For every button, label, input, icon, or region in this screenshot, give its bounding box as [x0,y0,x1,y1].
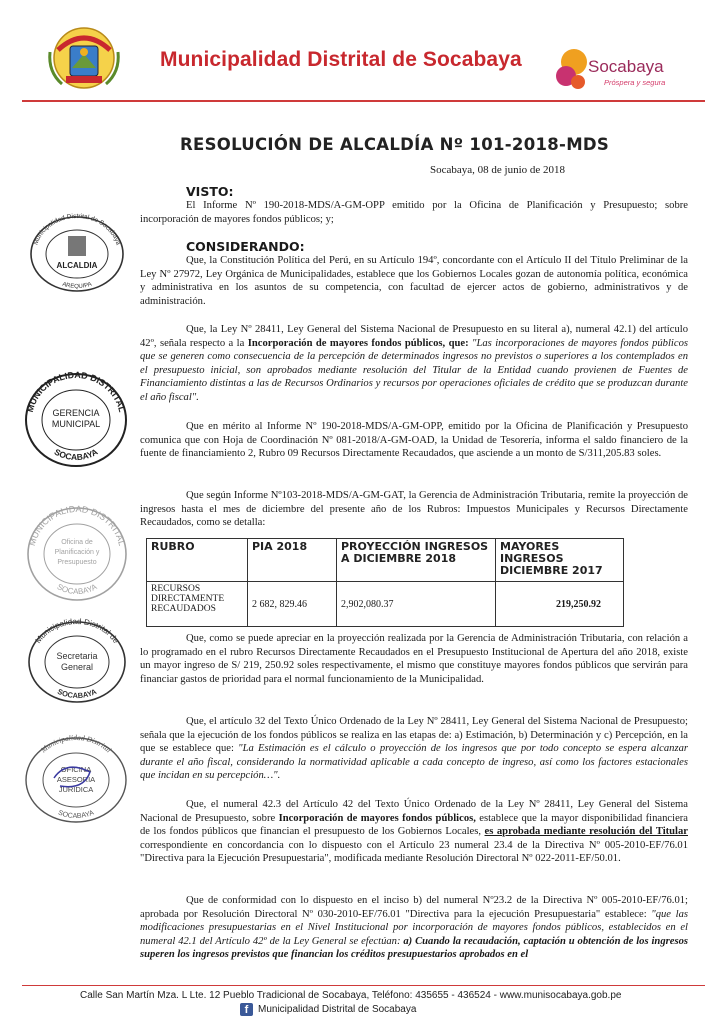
stamp-text: SOCABAYA [56,686,98,701]
considerando-paragraph-6 [140,715,688,783]
income-projection-table [146,538,624,627]
considerando-paragraph-5: Que, como se puede apreciar en la proyección realizada por la Gerencia de Administración Tributaria, con relación a lo programado en el rubro Recursos Directamente Recaudados en el Presupuesto Institucional de Apertura del año 2018, existe un mayor ingreso de S/ 219, 250.92 soles respectivamente, el mismo que constituye mayores fondos públicos que servirán para financiar gastos de prioridad para el normal funcionamiento de la Municipalidad. [140,633,688,685]
stamp-secretaria-general [24,616,130,704]
stamp-text: Secretaria [56,651,98,661]
p2-bold: Incorporación de mayores fondos públicos, que: [247,337,473,349]
stamp-text: Oficina de [61,539,93,546]
p2-quote: "Las incorporaciones de mayores fondos públicos que se generen como consecuencia de la percepción de determinados ingresos no previstos o superiores a los contemplados en el presupuesto inicial, son aprobados mediante resolución del Titular de la Entidad cuando provienen de Fuentes de Financiamiento distintas a las de Recursos Ordinarios y recursos por operaciones oficiales de crédito que se produzcan durante el año fiscal". [140,337,688,403]
stamp-text: MUNICIPAL [51,419,101,429]
table-header-cell: RUBRO [147,539,248,582]
stamp-text: General [60,662,94,672]
p6-text: Que, el artículo 32 del Texto Único Ordenado de la Ley Nº 28411, Ley General del Sistema Nacional de Presupuesto; señala que la ejecución de los fondos públicos se realiza en las etapas de: a) Estimación, b) Determinación y c) Percepción, en la que se establece que: [140,716,688,755]
p8-text: Que de conformidad con lo dispuesto en el inciso b) del numeral Nº23.2 de la Directiva Nº 005-2010-EF/76.01; aprobada por Resolución Directoral Nº 030-2010-EF/76.01 "Directiva para la ejecución Presupuestaria" establece: [140,895,688,920]
footer-facebook: Municipalidad Distrital de Socabaya [258,1004,417,1015]
table-cell: 219,250.92 [496,582,624,627]
stamp-text: MUNICIPALIDAD DISTRITAL [26,503,128,547]
stamp-text: Planificación y [54,549,100,556]
table-header-cell: MAYORES INGRESOS DICIEMBRE 2017 [496,539,624,582]
brand-name: Socabaya [588,57,664,76]
table-header-cell: PIA 2018 [248,539,337,582]
stamp-text: ALCALDIA [56,261,98,270]
p7-text-3: correspondiente en concordancia con lo dispuesto con el Artículo 23 numeral 23.4 de la Directiva Nº 005-2010-EF/76.01 "Directiva para la Ejecución Presupuestaria", modificada mediante Resolución Directoral Nº 022-2011-EF/50.01. [140,839,688,865]
table-cell: 2 682, 829.46 [248,582,337,627]
stamp-planificacion [22,502,132,602]
considerando-paragraph-8 [140,894,688,962]
facebook-icon: f [240,1003,253,1016]
svg-text:SOCABAYA [56,687,98,700]
table-cell: 2,902,080.37 [337,582,496,627]
stamp-text: SOCABAYA [55,582,99,597]
p2-text: Que, la Ley Nº 28411, Ley General del Sistema Nacional de Presupuesto en su literal a), numeral 42.1) del artículo 42º, señala respecto a la [140,324,688,349]
svg-text:Municipalidad Distrital de [33,617,120,646]
considerando-paragraph-4: Que según Informe Nº103-2018-MDS/A-GM-GAT, la Gerencia de Administración Tributaria, remite la proyección de ingresos hasta el mes de diciembre del presente año de los Rubros: Impuestos Municipales y Recursos Directamente Recaudados, como se detalla: [140,490,688,529]
considerando-paragraph-1: Que, la Constitución Política del Perú, en su Artículo 194º, concordante con el Artículo II del Título Preliminar de la Ley Nº 27972, Ley Orgánica de Municipalidades, establece que los Gobiernos Locales gozan de autonomía política, económica y administrativa en los asuntos de su competencia, con facultad de ejercer actos de gobierno, administrativos y de administración. [140,255,688,307]
stamp-asesoria-juridica [20,732,132,824]
considerando-paragraph-7 [140,798,688,866]
resolution-date: Socabaya, 08 de junio de 2018 [430,164,566,176]
p8-quote: "que las modificaciones presupuestarias en el Nivel Institucional por incorporación de mayores fondos públicos, establecidos en el numeral 42.1 del Artículo 42º de la Ley General se efectúan: [140,908,688,947]
stamp-text: SOCABAYA [52,446,100,463]
footer-divider [22,985,705,986]
resolution-title: RESOLUCIÓN DE ALCALDÍA Nº 101-2018-MDS [180,135,610,154]
municipal-crest-logo [44,22,124,94]
svg-text:Municipalidad Distrital [38,733,113,755]
stamp-text: AREQUIPA [61,281,93,291]
table-header-row [147,539,624,582]
svg-text:SOCABAYA [57,809,95,820]
brand-tagline: Próspera y segura [604,78,666,87]
considerando-paragraph-3: Que en mérito al Informe Nº 190-2018-MDS/A-GM-OPP, emitido por la Oficina de Planificación y Presupuesto comunica que con Hoja de Coordinación Nº 081-2018/A-GM-OAD, la Unidad de Tesorería, informa el saldo financiero de la fuente de financiamiento 2, Rubro 09 Recursos Directamente Recaudados, que asciende a un monto de S/311,205.83 soles. [140,421,688,460]
stamp-text: Municipalidad Distrital [38,732,114,755]
header-divider [22,100,705,102]
p7-bold: Incorporación de mayores fondos públicos, [278,812,476,824]
table-header-cell: PROYECCIÓN INGRESOS A DICIEMBRE 2018 [337,539,496,582]
stamp-gerencia-municipal [20,368,132,468]
considerando-heading: CONSIDERANDO: [186,239,305,254]
stamp-text: Municipalidad Distrital de [33,616,121,646]
stamp-text: GERENCIA [52,408,100,418]
visto-heading: VISTO: [186,184,234,199]
p8-quote-bold: a) Cuando la recaudación, captación u obtención de los ingresos superen los ingresos previstos que financian los créditos presupuestarios aprobados en el [140,935,688,961]
svg-text:AREQUIPA [61,282,92,290]
stamp-text: Presupuesto [57,559,97,566]
p7-text: Que, el numeral 42.3 del Artículo 42 del Texto Único Ordenado de la Ley Nº 28411, Ley General del Sistema Nacional de Presupuesto, sobre [140,799,688,824]
stamp-text: ASESORIA [56,775,96,784]
svg-text:SOCABAYA [53,447,100,463]
stamp-text: OFICINA [60,765,92,774]
p7-text-2: establece que la mayor disponibilidad financiera de los fondos públicos que financian el presupuesto de los Gobiernos Locales, [140,812,688,838]
p7-underlined: es aprobada mediante resolución del Titular [484,826,688,838]
considerando-paragraph-2 [140,323,688,405]
stamp-text: SOCABAYA [57,809,95,821]
stamp-text: Municipalidad Distrital de Socabaya [32,212,122,246]
stamp-text: JURIDICA [58,785,94,794]
visto-text: El Informe Nº 190-2018-MDS/A-GM-OPP emitido por la Oficina de Planificación y Presupuesto; sobre incorporación de mayores fondos públicos; y; [140,200,688,225]
table-row [147,582,624,627]
table-cell: RECURSOS DIRECTAMENTE RECAUDADOS [147,582,248,627]
footer-address: Calle San Martín Mza. L Lte. 12 Pueblo Tradicional de Socabaya, Teléfono: 435655 - 436524 - www.munisocabaya.gob.pe [80,990,622,1001]
stamp-alcaldia [26,212,128,292]
municipality-title: Municipalidad Distrital de Socabaya [160,48,522,71]
stamp-text: MUNICIPALIDAD DISTRITAL [24,369,128,414]
p6-quote: "La Estimación es el cálculo o proyección de los ingresos que por todo concepto se espera alcanzar durante el año fiscal, considerando la normatividad aplicable a cada concepto de ingreso, así como los factores estacionales que incidan en su percepción…". [140,743,688,782]
